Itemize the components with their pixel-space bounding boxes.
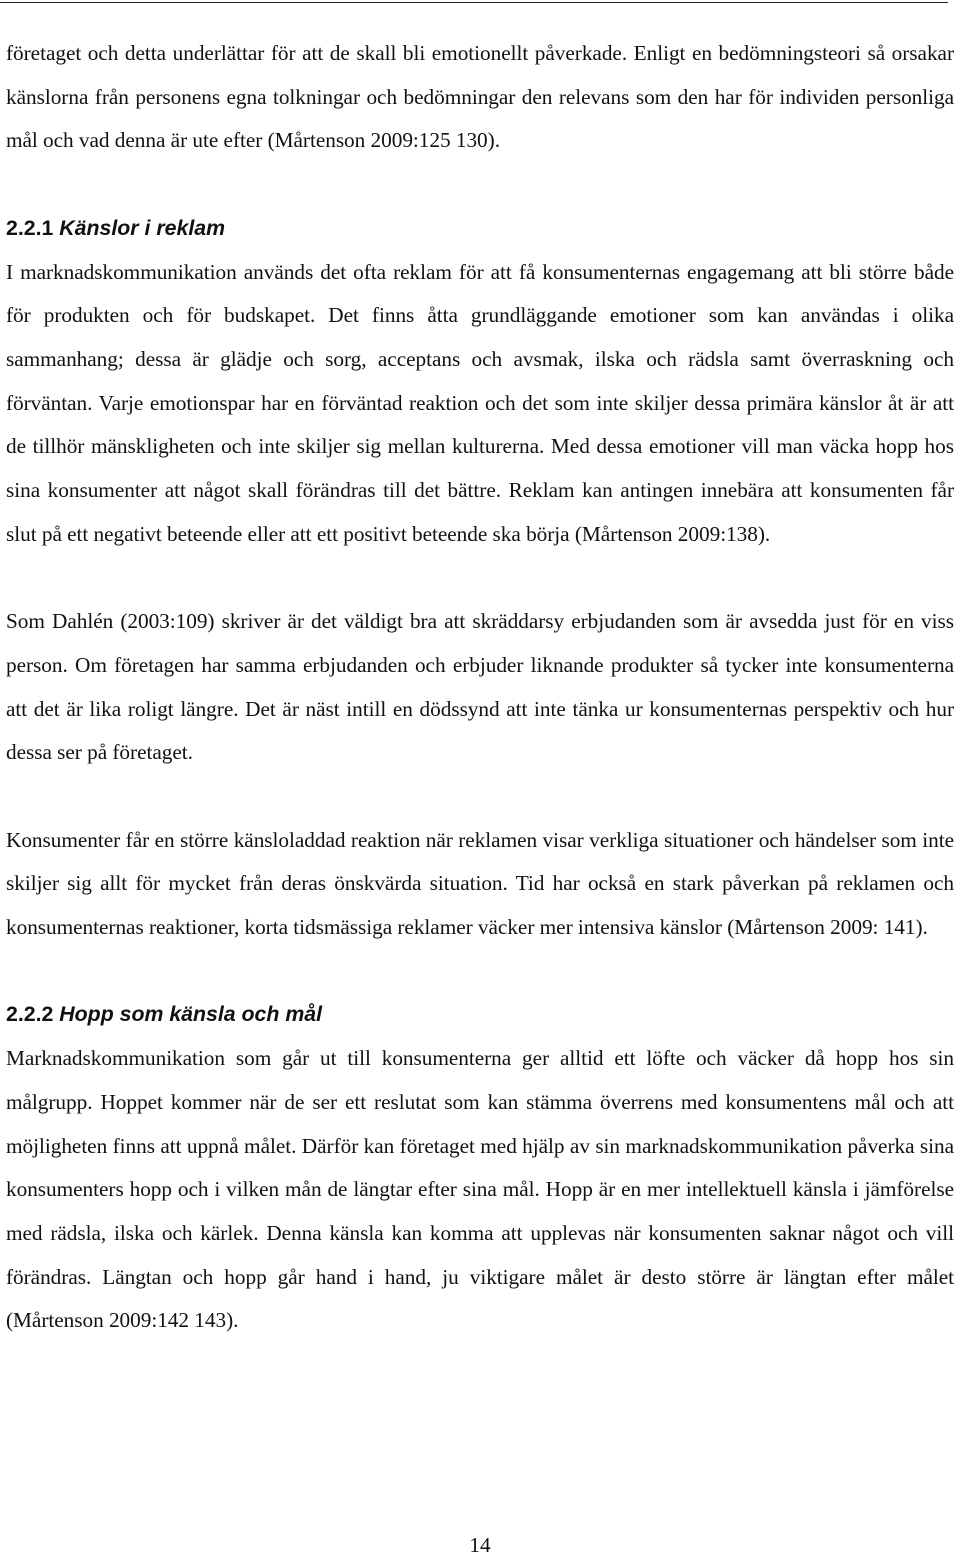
paragraph-spacer <box>6 163 954 207</box>
section-2-2-1-paragraph-2: Som Dahlén (2003:109) skriver är det väldigt bra att skräddarsy erbjudanden som är avsedda just för en viss person. Om företagen har samma erbjudanden och erbjuder liknande produkter så tycker inte konsumenterna att det är lika roligt längre. Det är näst intill en dödssynd att inte tänka ur konsumenternas perspektiv och hur dessa ser på företaget. <box>6 609 954 765</box>
top-rule <box>0 2 948 3</box>
section-2-2-2-paragraph-1: Marknadskommunikation som går ut till konsumenterna ger alltid ett löfte och väcker då hopp hos sin målgrupp. Hoppet kommer när de ser ett reslutat som kan stämma överrens med konsumentens mål och att möjligheten finns att uppnå målet. Därför kan företaget med hjälp av sin marknadskommunikation påverka sina konsumenters hopp och i vilken mån de längtar efter sina mål. Hopp är en mer intellektuell känsla i jämförelse med rädsla, ilska och kärlek. Denna känsla kan komma att upplevas när konsumenten saknar något och vill förändras. Längtan och hopp går hand i hand, ju viktigare målet är desto större är längtan efter målet (Mårtenson 2009:142 143). <box>6 1046 954 1333</box>
heading-title: Känslor i reklam <box>59 215 226 240</box>
paragraph-spacer <box>6 775 954 819</box>
heading-number: 2.2.2 <box>6 1002 54 1027</box>
document-page <box>6 32 954 1343</box>
section-heading-2-2-2 <box>6 993 954 1037</box>
section-2-2-1-paragraph-3: Konsumenter får en större känsloladdad reaktion när reklamen visar verkliga situationer och händelser som inte skiljer sig allt för mycket från deras önskvärda situation. Tid har också en stark påverkan på reklamen och konsumenternas reaktioner, korta tidsmässiga reklamer väcker mer intensiva känslor (Mårtenson 2009: 141). <box>6 827 954 940</box>
paragraph-spacer <box>6 950 954 994</box>
section-heading-2-2-1 <box>6 207 954 251</box>
intro-paragraph-continued: företaget och detta underlättar för att de skall bli emotionellt påverkade. Enligt en bedömningsteori så orsakar känslorna från personens egna tolkningar och bedömningar den relevans som den har för individen personliga mål och vad denna är ute efter (Mårtenson 2009:125 130). <box>6 41 954 153</box>
heading-title: Hopp som känsla och mål <box>59 1002 323 1027</box>
heading-number: 2.2.1 <box>6 215 54 240</box>
section-2-2-1-paragraph-1: I marknadskommunikation används det ofta reklam för att få konsumenternas engagemang att bli större både för produkten och för budskapet. Det finns åtta grundläggande emotioner som kan användas i olika sammanhang; dessa är glädje och sorg, acceptans och avsmak, ilska och rädsla samt överraskning och förväntan. Varje emotionspar har en förväntad reaktion och det som inte skiljer dessa primära känslor åt är att de tillhör mänskligheten och inte skiljer sig mellan kulturerna. Med dessa emotioner vill man väcka hopp hos sina konsumenter att något skall förändras till det bättre. Reklam kan antingen innebära att konsumenten får slut på ett negativt beteende eller att ett positivt beteende ska börja (Mårtenson 2009:138). <box>6 259 954 546</box>
page-number: 14 <box>469 1533 491 1557</box>
paragraph-spacer <box>6 556 954 600</box>
